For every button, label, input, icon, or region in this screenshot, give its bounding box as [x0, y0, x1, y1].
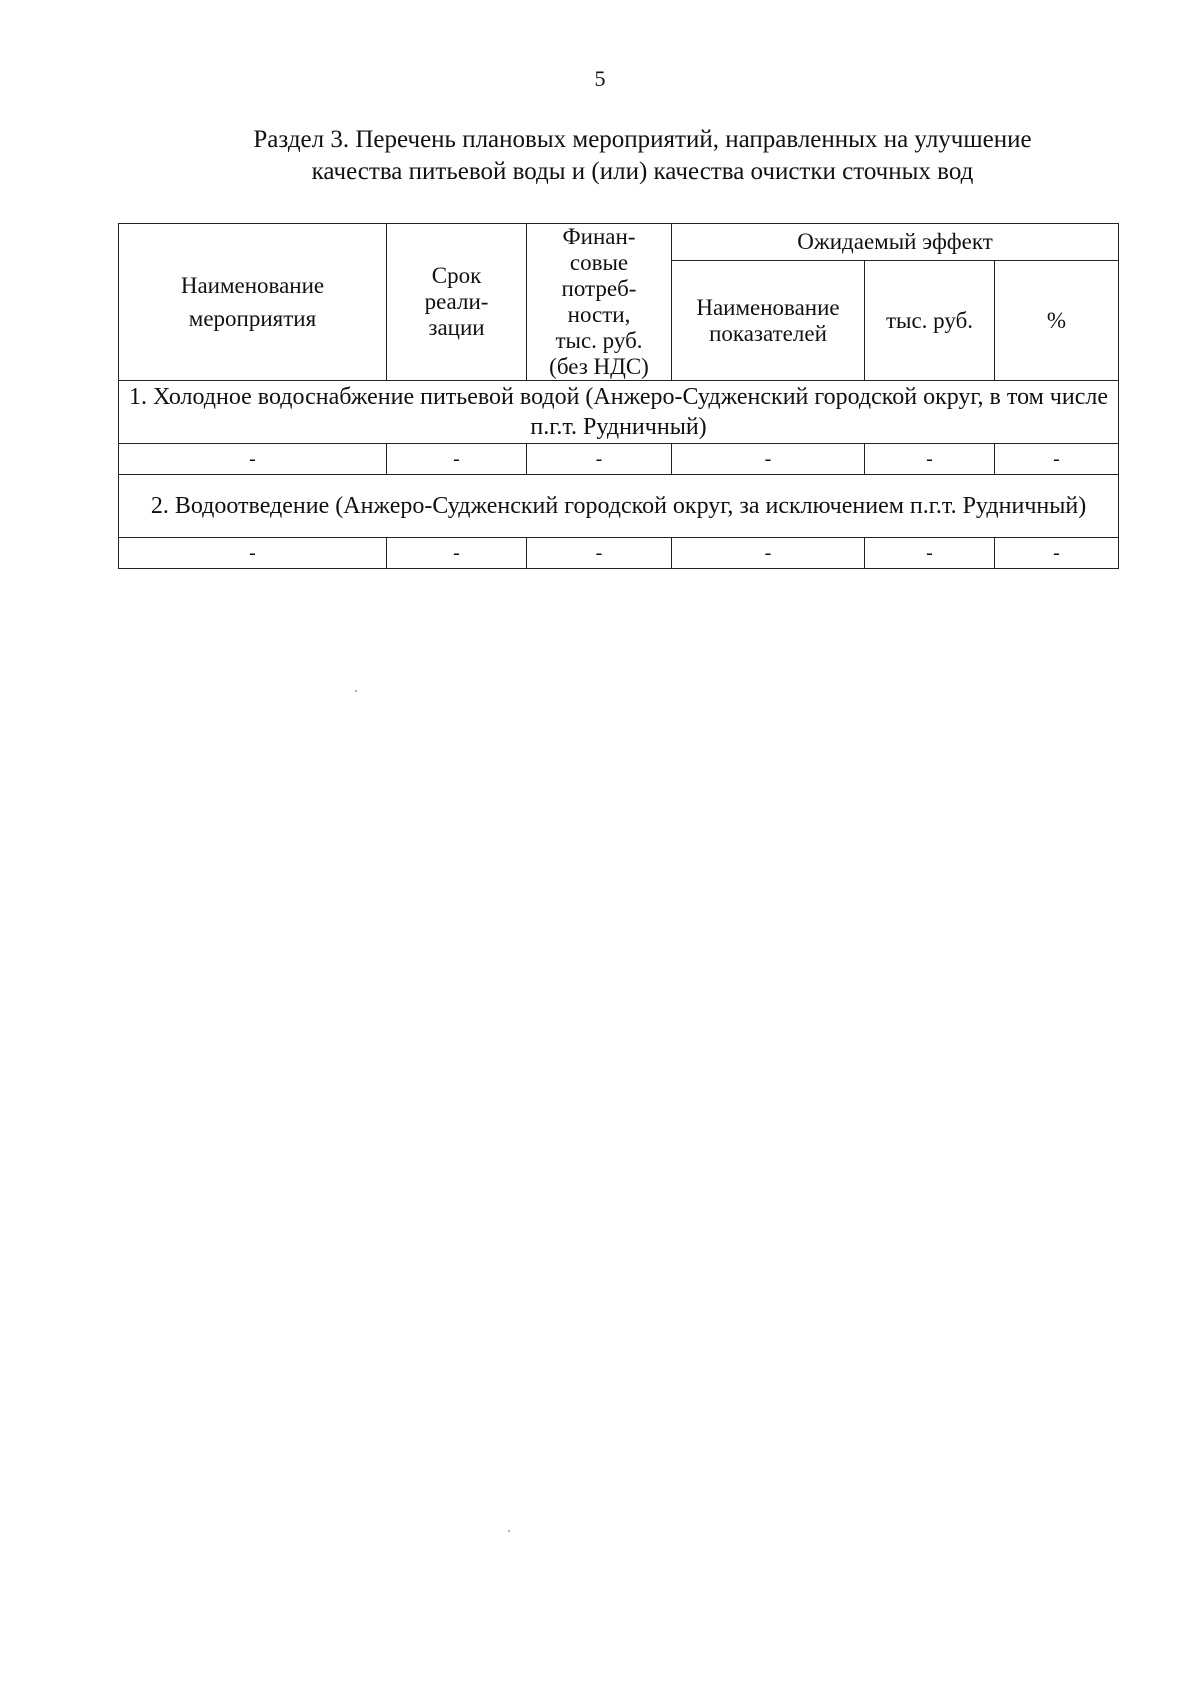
table-cell: -: [119, 538, 387, 569]
header-thousand-rub: тыс. руб.: [865, 261, 995, 381]
table-cell: -: [387, 538, 527, 569]
table-row: [119, 538, 1119, 569]
group-title-cold-water-supply: 1. Холодное водоснабжение питьевой водой (Анжеро-Судженский городской округ, в том числе п.г.т. Рудничный): [119, 381, 1119, 444]
table-cell: -: [119, 444, 387, 475]
table-cell: -: [527, 538, 672, 569]
header-term: Срок реали- зации: [387, 224, 527, 381]
header-percent: %: [995, 261, 1119, 381]
header-measure-name: Наименование мероприятия: [119, 224, 387, 381]
table-cell: -: [527, 444, 672, 475]
table-cell: -: [995, 538, 1119, 569]
table-cell: -: [672, 444, 865, 475]
header-indicator-names: Наименование показателей: [672, 261, 865, 381]
section-title-line-1: Раздел 3. Перечень плановых мероприятий, направленных на улучшение: [253, 126, 1032, 153]
header-financial-needs: Финан- совые потреб- ности, тыс. руб. (без НДС): [527, 224, 672, 381]
page-number: 5: [594, 66, 606, 91]
scan-speck: [508, 1530, 510, 1532]
table-cell: -: [387, 444, 527, 475]
table-cell: -: [672, 538, 865, 569]
section-title-line-2: качества питьевой воды и (или) качества очистки сточных вод: [311, 158, 974, 185]
group-title-wastewater: 2. Водоотведение (Анжеро-Судженский городской округ, за исключением п.г.т. Рудничный): [119, 475, 1119, 538]
planned-measures-table: [118, 223, 1119, 569]
table-cell: -: [865, 538, 995, 569]
table-cell: -: [865, 444, 995, 475]
scan-speck: [355, 690, 357, 692]
header-expected-effect: Ожидаемый эффект: [672, 224, 1119, 261]
table-row: [119, 444, 1119, 475]
section-title: [150, 124, 1135, 188]
table-cell: -: [995, 444, 1119, 475]
